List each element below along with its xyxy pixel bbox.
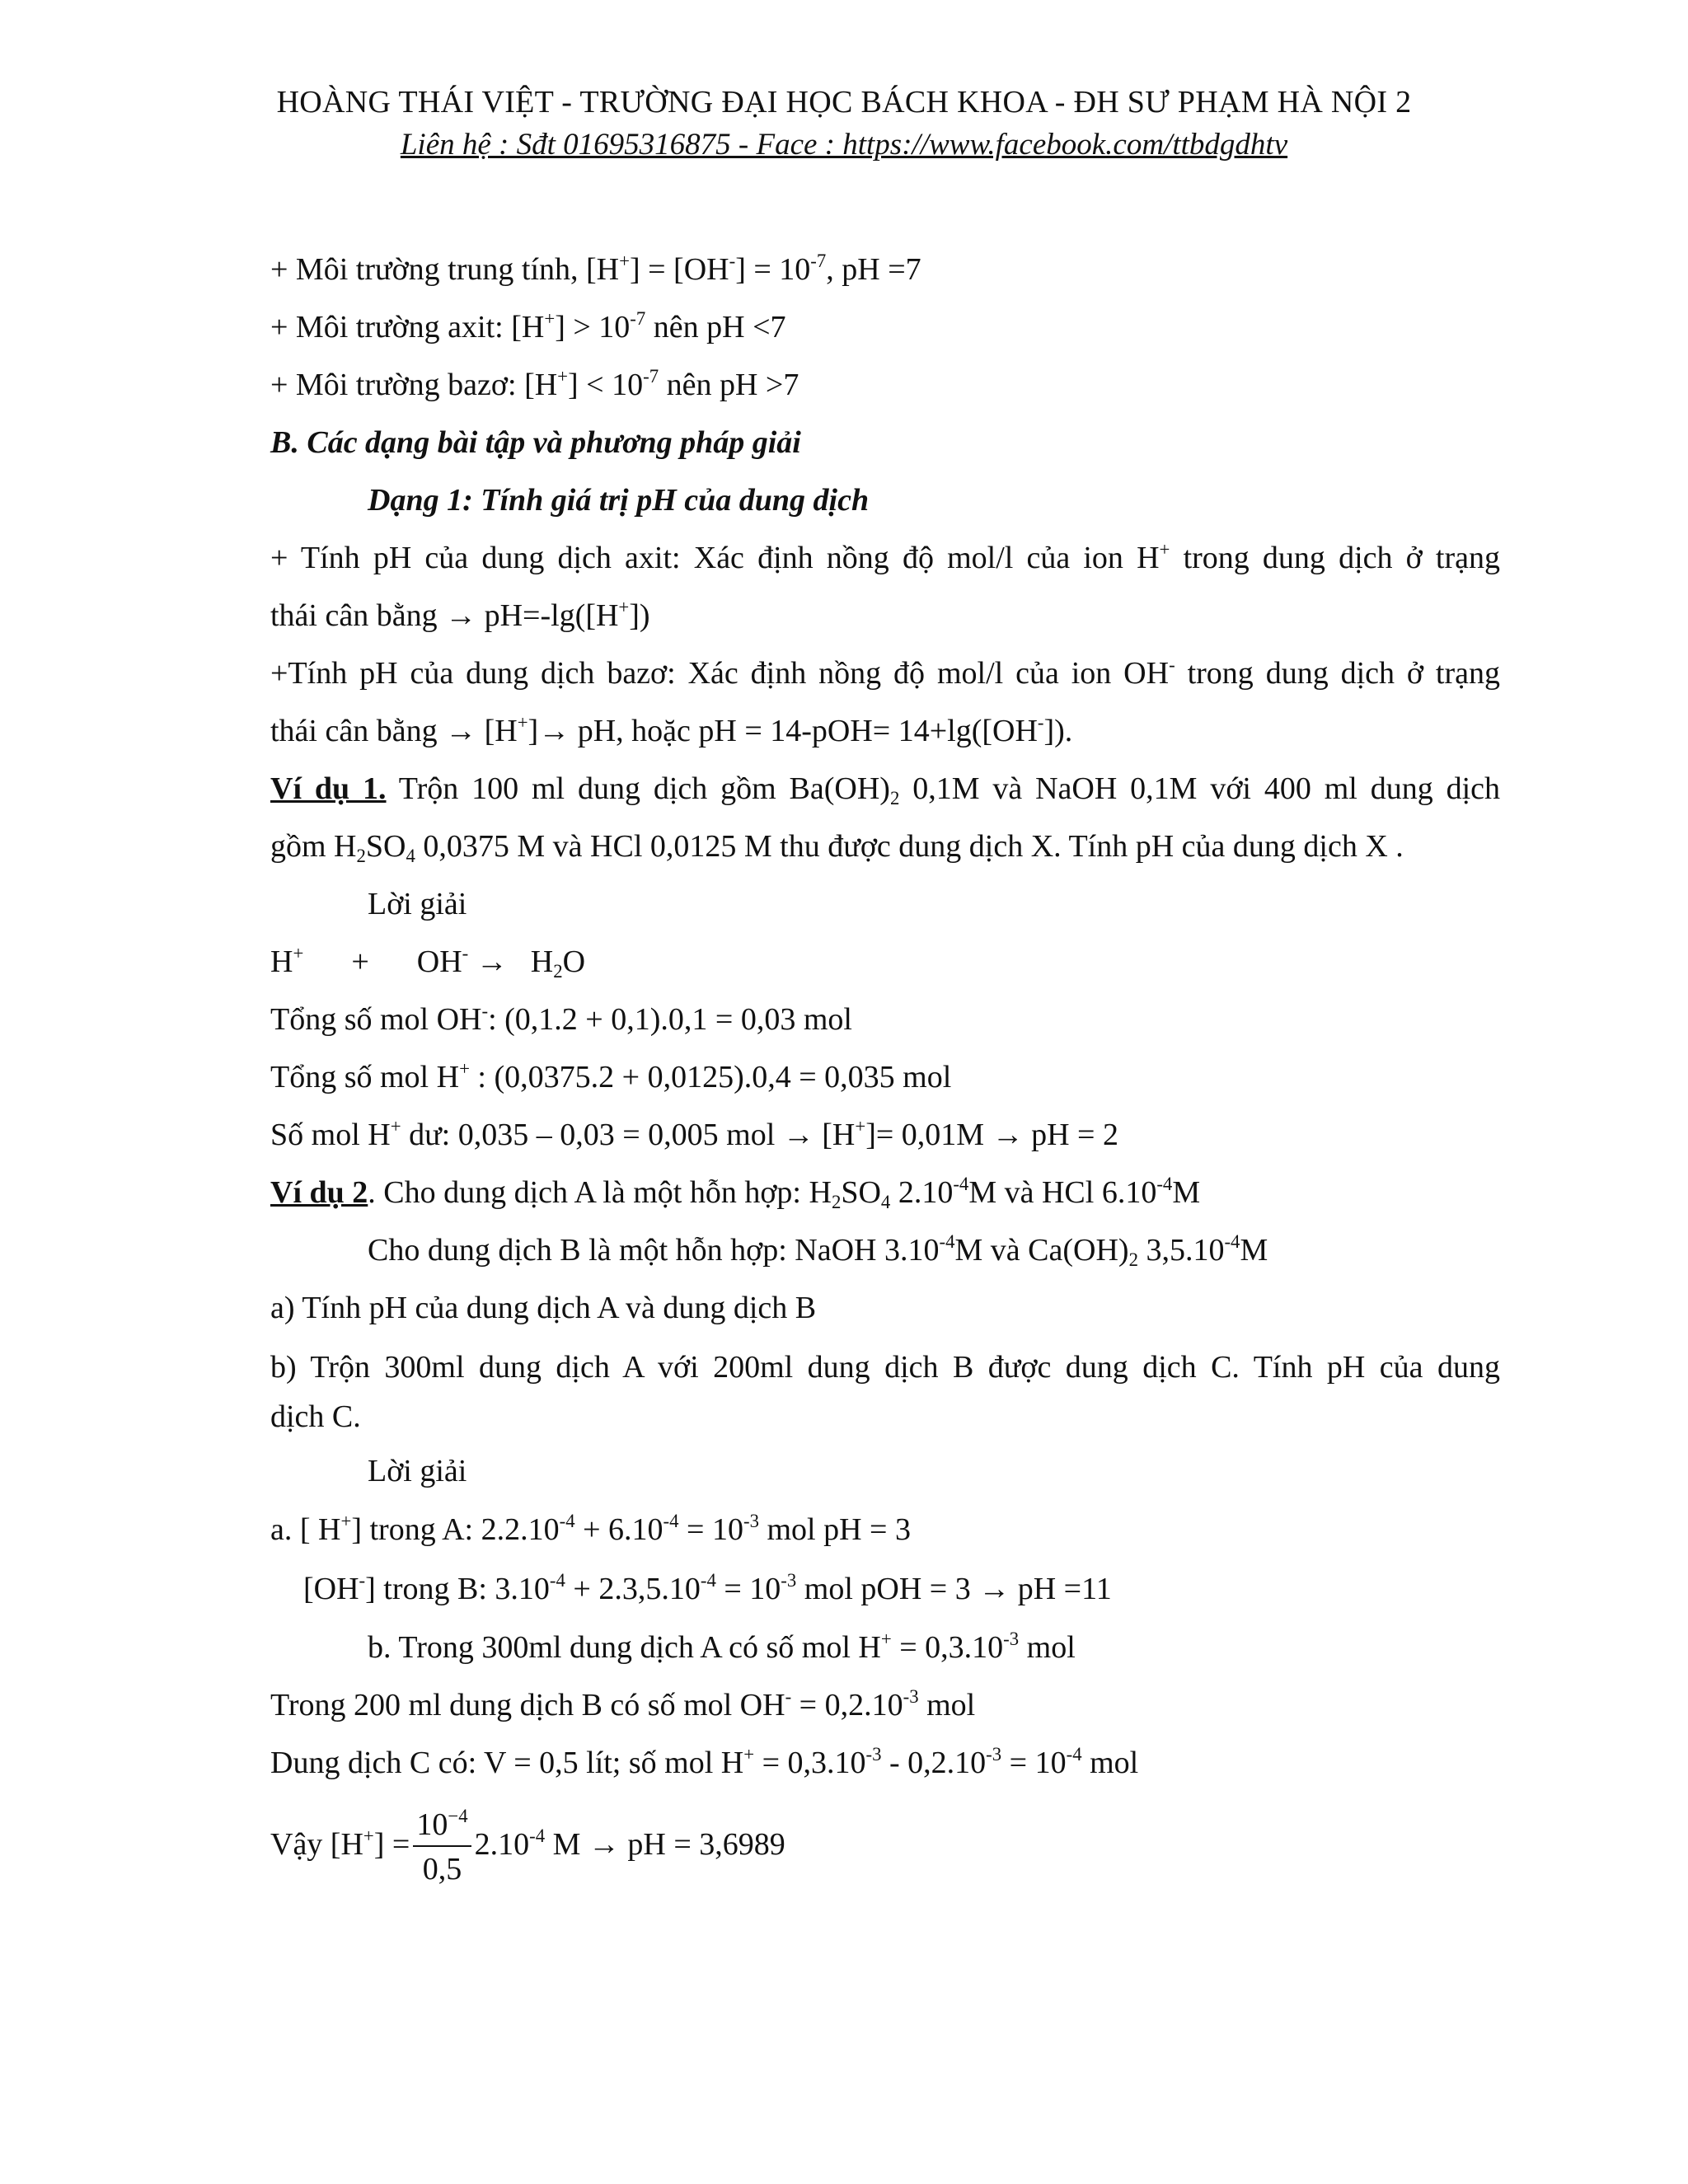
example-2-answer-b-2: Trong 200 ml dung dịch B có số mol $OH^- = 0,2.10^{-3}$ mol [270, 1686, 976, 1722]
example-2-answer-a-2: [OH-] trong B: $3.10^{-4} + 2.3,5.10^{-4} = 10^{-3}$ mol pOH = 3 → pH =11 [303, 1570, 1112, 1606]
example-1-line-1: Ví dụ 1. Trộn 100 ml dung dịch gồm $Ba(OH)_2$ 0,1M và NaOH 0,1M với 400 ml dung dịch [270, 771, 1500, 808]
example-1-h-total: Tổng số mol H+ : (0,0375.2 + 0,0125).0,4 = 0,035 mol [270, 1058, 952, 1094]
fraction [413, 1806, 471, 1887]
example-2-answer-b-3: Dung dịch C có: V = 0,5 lít; số mol $H^+ = 0,3.10^{-3} - 0,2.10^{-3} = 10^{-4}$ mol [270, 1744, 1139, 1780]
example-2-line-2: Cho dung dịch B là một hỗn hợp: NaOH $3.10^{-4}M$ và $Ca(OH)_2$ $3,5.10^{-4}M$ [368, 1231, 1268, 1270]
example-2-question-b-1: b) Trộn 300ml dung dịch A với 200ml dung dịch B được dung dịch C. Tính pH của dung [270, 1350, 1500, 1385]
header-contact: Liên hệ : Sđt 01695316875 - Face : https://www.facebook.com/ttbdgdhtv [400, 128, 1288, 162]
example-2-solution-label: Lời giải [368, 1454, 467, 1488]
example-2-final-result: Vậy [H+] = $\frac{10^{-4}}{0,5}$ $2.10^{-4}$ M → pH = 3,6989 [270, 1806, 785, 1887]
example-2-line-1: Ví dụ 2. Cho dung dịch A là một hỗn hợp: $H_2SO_4$ $2.10^{-4}M$ và HCl $6.10^{-4}M$ [270, 1174, 1201, 1212]
example-1-result: Số mol H+ dư: 0,035 – 0,03 = 0,005 mol → [H+]= 0,01M → pH = 2 [270, 1116, 1118, 1152]
dang-1-heading: Dạng 1: Tính giá trị pH của dung dịch [368, 483, 870, 518]
base-method-line-1: +Tính pH của dung dịch bazơ: Xác định nồng độ mol/l của ion OH- trong dung dịch ở trạng [270, 654, 1500, 691]
neutral-env-line: + Môi trường trung tính, $[H^+] = [OH^-] = 10^{-7}$, pH =7 [270, 251, 921, 287]
fraction-numerator: $10^{-4}$ [413, 1809, 471, 1847]
example-1-oh-total: Tổng số mol OH-: (0,1.2 + 0,1).0,1 = 0,03 mol [270, 1001, 852, 1037]
example-2-label: Ví dụ 2 [270, 1175, 368, 1210]
acid-method-line-1: + Tính pH của dung dịch axit: Xác định nồng độ mol/l của ion H+ trong dung dịch ở trạng [270, 539, 1500, 575]
example-2-question-b-2: dịch C. [270, 1399, 361, 1434]
example-2-question-a: a) Tính pH của dung dịch A và dung dịch B [270, 1291, 817, 1325]
section-b-heading: B. Các dạng bài tập và phương pháp giải [270, 425, 801, 460]
example-2-answer-a-1: a. [ H+] trong A: $2.2.10^{-4} + 6.10^{-4} = 10^{-3}$ mol pH = 3 [270, 1511, 911, 1547]
example-2-answer-b-1: b. Trong 300ml dung dịch A có số mol $H^+ = 0,3.10^{-3}$ mol [368, 1629, 1076, 1665]
example-1-label: Ví dụ 1. [270, 771, 387, 806]
acid-env-line: + Môi trường axit: $[H^+] > 10^{-7}$ nên pH <7 [270, 308, 786, 344]
fraction-denominator: 0,5 [422, 1852, 462, 1887]
example-1-equation: $H^+ + OH^- \to H_2O$ [270, 943, 586, 982]
base-method-line-2: thái cân bằng → [H+]→ pH, hoặc pH = 14-pOH= 14+lg([OH-]). [270, 712, 1073, 748]
example-1-solution-label: Lời giải [368, 887, 467, 921]
acid-method-line-2: thái cân bằng → pH=-lg([H+]) [270, 597, 650, 633]
document-body [270, 241, 1500, 1894]
base-env-line: + Môi trường bazơ: $[H^+] < 10^{-7}$ nên pH >7 [270, 366, 799, 402]
example-1-line-2: gồm $H_2SO_4$ 0,0375 M và HCl 0,0125 M thu được dung dịch X. Tính pH của dung dịch X . [270, 829, 1404, 866]
page-header [0, 81, 1688, 166]
header-title: HOÀNG THÁI VIỆT - TRƯỜNG ĐẠI HỌC BÁCH KHOA - ĐH SƯ PHẠM HÀ NỘI 2 [276, 85, 1412, 120]
